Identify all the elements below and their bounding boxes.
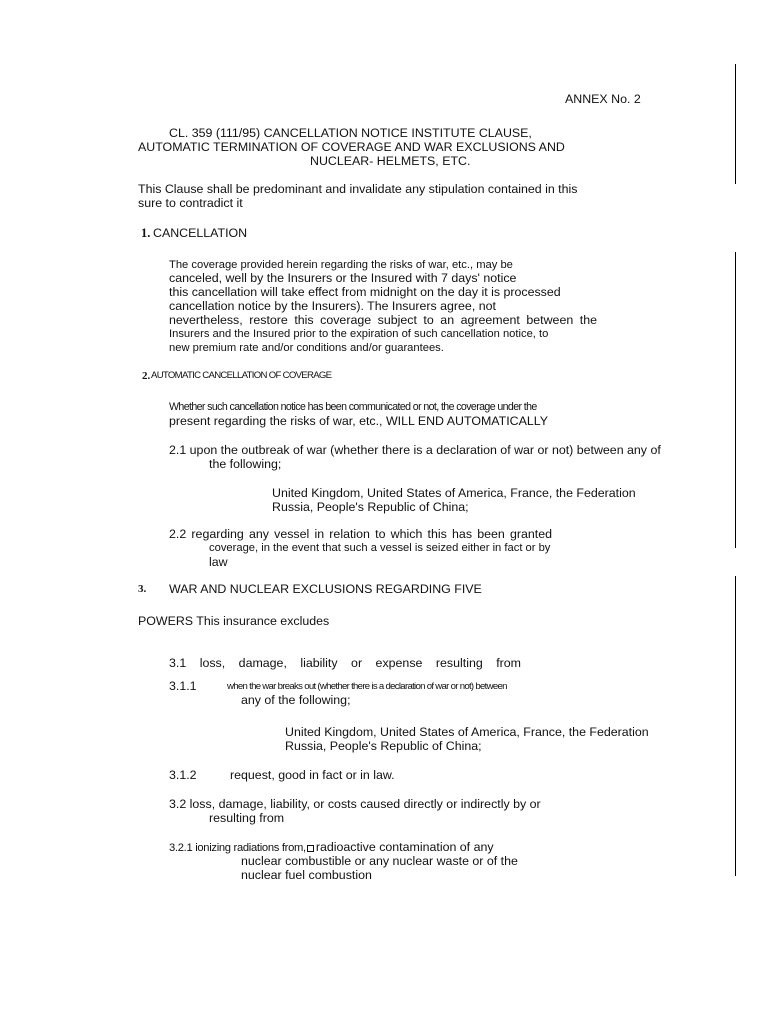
item-3-1-1-line-2: any of the following; [241, 693, 351, 707]
section-3-heading: WAR AND NUCLEAR EXCLUSIONS REGARDING FIVE [169, 582, 482, 596]
checkbox-icon [307, 845, 314, 852]
item-2-2-line-3: law [209, 555, 228, 569]
margin-rule [735, 252, 736, 548]
annex-label: ANNEX No. 2 [565, 92, 641, 106]
margin-rule [735, 64, 736, 184]
section-2-intro-line-2: present regarding the risks of war, etc., WILL END AUTOMATICALLY [169, 414, 548, 428]
item-3-2-line-1: 3.2 loss, damage, liability, or costs caused directly or indirectly by or [169, 797, 541, 811]
item-3-1-1-number: 3.1.1 [169, 679, 197, 693]
item-2-2-line-2: coverage, in the event that such a vessel is seized either in fact or by [209, 542, 551, 554]
section-2-number: 2. [142, 370, 151, 382]
countries-line-2: Russia, People's Republic of China; [272, 500, 469, 514]
item-3-2-1-line-2: nuclear combustible or any nuclear waste or of the [241, 854, 518, 868]
section-1-line: nevertheless, restore this coverage subject to an agreement between the [169, 313, 597, 327]
item-2-1-line-1: 2.1 upon the outbreak of war (whether there is a declaration of war or not) between any of [169, 443, 661, 457]
item-3-2-line-2: resulting from [209, 811, 285, 825]
section-3-powers: POWERS This insurance excludes [138, 614, 330, 628]
item-3-2-1-line-1 [169, 840, 494, 855]
item-3-1-2-number: 3.1.2 [169, 768, 197, 782]
item-2-1-line-2: the following; [209, 457, 282, 471]
section-3-number: 3. [138, 583, 147, 595]
item-3-1-1-text: when the war breaks out (whether there is a declaration of war or not) between [227, 681, 507, 692]
item-3-1: 3.1 loss, damage, liability or expense resulting from [169, 656, 521, 670]
section-2-intro-line-1: Whether such cancellation notice has been communicated or not, the coverage under the [169, 401, 537, 413]
section-1-line: canceled, well by the Insurers or the Insured with 7 days' notice [169, 271, 517, 285]
countries-line-1: United Kingdom, United States of America, France, the Federation [285, 725, 649, 739]
section-2-heading: AUTOMATIC CANCELLATION OF COVERAGE [151, 370, 332, 381]
countries-line-1: United Kingdom, United States of America, France, the Federation [272, 486, 636, 500]
title-line-1: CL. 359 (111/95) CANCELLATION NOTICE INSTITUTE CLAUSE, [169, 126, 532, 140]
section-1-line: Insurers and the Insured prior to the expiration of such cancellation notice, to [169, 328, 549, 340]
countries-line-2: Russia, People's Republic of China; [285, 739, 482, 753]
section-1-heading: CANCELLATION [153, 226, 248, 240]
section-1-line: The coverage provided herein regarding the risks of war, etc., may be [169, 259, 513, 271]
intro-line-2: sure to contradict it [138, 196, 243, 210]
item-3-1-2-text: request, good in fact or in law. [230, 768, 395, 782]
title-line-2: AUTOMATIC TERMINATION OF COVERAGE AND WAR EXCLUSIONS AND [138, 140, 565, 154]
item-3-2-1-part-1: 3.2.1 ionizing radiations from, [169, 842, 306, 854]
section-1-line: new premium rate and/or conditions and/or guarantees. [169, 342, 444, 354]
item-3-2-1-part-2: radioactive contamination of any [315, 840, 494, 854]
intro-line-1: This Clause shall be predominant and invalidate any stipulation contained in this [138, 182, 578, 196]
item-2-2-line-1: 2.2 regarding any vessel in relation to which this has been granted [169, 527, 552, 541]
margin-rule [735, 576, 736, 876]
item-3-2-1-line-3: nuclear fuel combustion [241, 868, 372, 882]
section-1-line: cancellation notice by the Insurers). The Insurers agree, not [169, 299, 496, 313]
section-1-line: this cancellation will take effect from midnight on the day it is processed [169, 285, 561, 299]
title-line-3: NUCLEAR- HELMETS, ETC. [310, 154, 471, 168]
section-1-number: 1. [141, 226, 151, 240]
